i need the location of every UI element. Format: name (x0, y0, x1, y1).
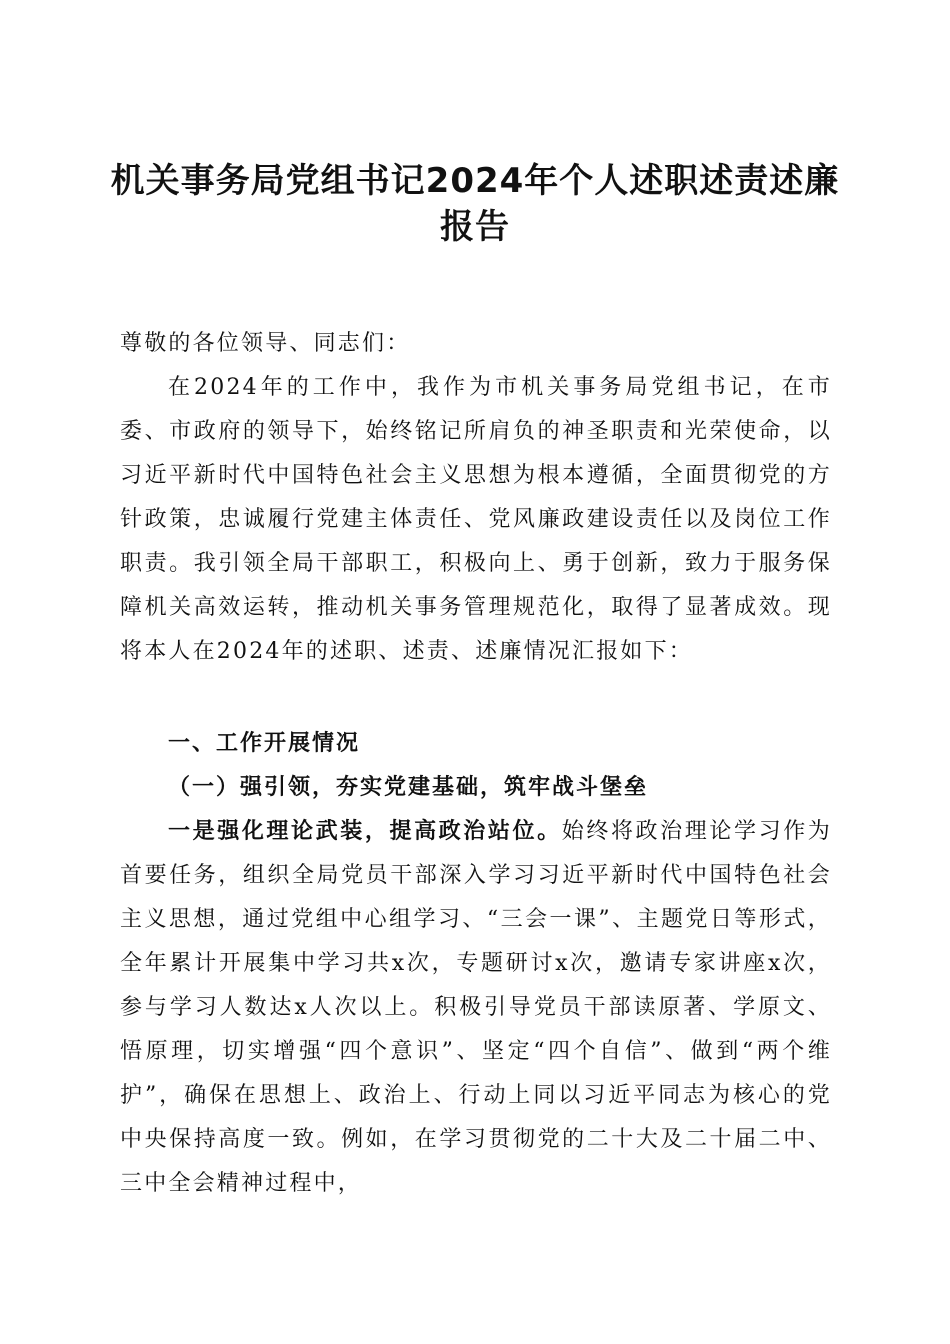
subsection-heading: （一）强引领，夯实党建基础，筑牢战斗堡垒 (168, 775, 649, 800)
point-body: 始终将政治理论学习作为首要任务，组织全局党员干部深入学习习近平新时代中国特色社会主义思想，通过党组中心组学习、“三会一课”、主题党日等形式，全年累计开展集中学习共x次，专题研讨x次，邀请专家讲座x次，参与学习人数达x人次以上。积极引导党员干部读原著、学原文、悟原理，切实增强“四个意识”、坚定“四个自信”、做到“两个维护”，确保在思想上、政治上、行动上同以习近平同志为核心的党中央保持高度一致。例如，在学习贯彻党的二十大及二十届二中、三中全会精神过程中， (120, 819, 833, 1196)
point-paragraph (120, 810, 832, 1206)
section-heading: 一、工作开展情况 (168, 731, 361, 756)
document-title: 机关事务局党组书记2024年个人述职述责述廉报告 (110, 161, 840, 247)
intro-paragraph: 在2024年的工作中，我作为市机关事务局党组书记，在市委、市政府的领导下，始终铭记所肩负的神圣职责和光荣使命，以习近平新时代中国特色社会主义思想为根本遵循，全面贯彻党的方针政策，忠诚履行党建主体责任、党风廉政建设责任以及岗位工作职责。我引领全局干部职工，积极向上、勇于创新，致力于服务保障机关高效运转，推动机关事务管理规范化，取得了显著成效。现将本人在2024年的述职、述责、述廉情况汇报如下： (120, 375, 832, 664)
salutation: 尊敬的各位领导、同志们： (120, 331, 411, 356)
point-lead: 一是强化理论武装，提高政治站位。 (168, 819, 562, 844)
